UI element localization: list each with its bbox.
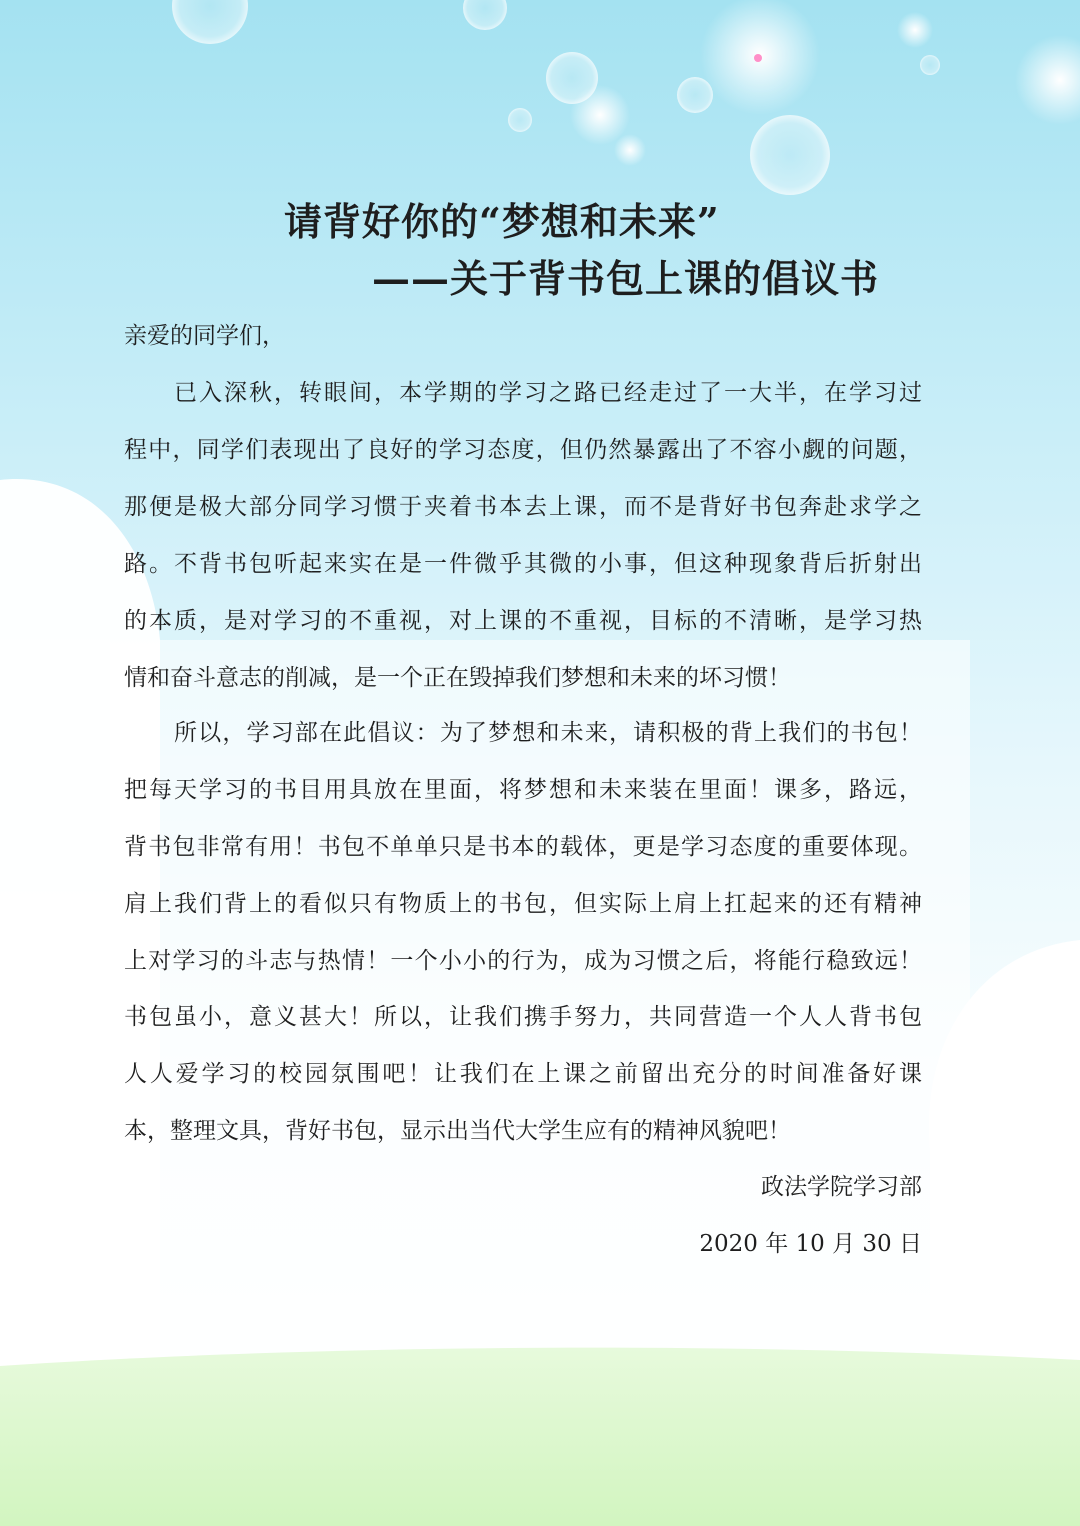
text-line: 那便是极大部分同学习惯于夹着书本去上课，而不是背好书包奔赴求学之 xyxy=(124,494,922,520)
text-line: 程中，同学们表现出了良好的学习态度，但仍然暴露出了不容小觑的问题， xyxy=(124,437,922,463)
date: 2020 年 10 月 30 日 xyxy=(699,1231,922,1257)
text-line: 路。不背书包听起来实在是一件微乎其微的小事，但这种现象背后折射出 xyxy=(124,551,922,577)
text-line: 情和奋斗意志的削减，是一个正在毁掉我们梦想和未来的坏习惯！ xyxy=(124,665,791,691)
text-line: 已入深秋，转眼间，本学期的学习之路已经走过了一大半，在学习过 xyxy=(174,380,922,406)
text-line: 人人爱学习的校园氛围吧！让我们在上课之前留出充分的时间准备好课 xyxy=(124,1061,922,1087)
text-line: 上对学习的斗志与热情！一个小小的行为，成为习惯之后，将能行稳致远！ xyxy=(124,948,922,974)
document-title: 请背好你的“梦想和未来” xyxy=(284,199,720,244)
text-line: 书包虽小，意义甚大！所以，让我们携手努力，共同营造一个人人背书包 xyxy=(124,1004,922,1030)
signature: 政法学院学习部 xyxy=(761,1174,922,1200)
greeting: 亲爱的同学们， xyxy=(124,323,285,349)
text-line: 背书包非常有用！书包不单单只是书本的载体，更是学习态度的重要体现。 xyxy=(124,834,922,860)
document-subtitle: ——关于背书包上课的倡议书 xyxy=(372,256,880,301)
text-line: 肩上我们背上的看似只有物质上的书包，但实际上肩上扛起来的还有精神 xyxy=(124,891,922,917)
text-line: 所以，学习部在此倡议：为了梦想和未来，请积极的背上我们的书包！ xyxy=(174,720,922,746)
text-line: 把每天学习的书目用具放在里面，将梦想和未来装在里面！课多，路远， xyxy=(124,777,922,803)
text-line: 本，整理文具，背好书包，显示出当代大学生应有的精神风貌吧！ xyxy=(124,1118,791,1144)
text-line: 的本质，是对学习的不重视，对上课的不重视，目标的不清晰，是学习热 xyxy=(124,608,922,634)
